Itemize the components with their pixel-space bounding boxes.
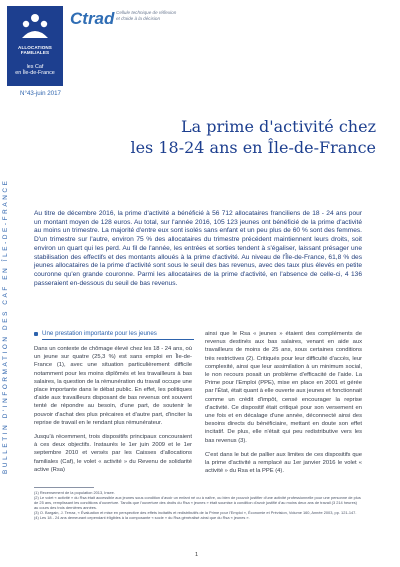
issue-number: N°43-juin 2017 [20, 90, 62, 97]
page-number: 1 [195, 552, 199, 558]
body-paragraph: C'est dans le but de pallier aux limites de ces dispositifs que la prime d'activité a remplacé au 1er janvier 2016 le volet « activité » du Rsa et la PPE (4). [205, 451, 362, 475]
body-column-left [34, 345, 192, 480]
footnote: (4) Les 18 - 24 ans demeurant cependant éligibles à la composante « socle » du Rsa généralisé ainsi que du Rsa « jeunes ». [34, 515, 250, 520]
section-rule [42, 339, 194, 340]
footnote: (1) Recensement de la population 2013, Insee. [34, 490, 115, 495]
ctrad-title: Ctrad [70, 9, 115, 28]
footnote: (2) Le volet « activité » du Rsa était accessible aux jeunes sous condition d'avoir un enfant né ou à naître, ou bien de pouvoir justifier d'une activité professionnelle pour une personne de plus de 25 ans, remplissant les conditions d'ouverture. Tandis que l'ouverture des droits du Rsa « jeunes » était soumise à condition d'avoir justifié d'au moins deux ans de travail (3 214 heures) au cours des trois dernières années. [34, 495, 361, 510]
section-heading [34, 330, 194, 342]
section-bullet-icon [34, 332, 38, 336]
article-title: La prime d'activité chez les 18-24 ans en Île-de-France [130, 117, 376, 157]
footnote: (3) O. Bargain, J. Terraz, « Évaluation et mise en perspective des effets incitatifs et redistributifs de la Prime pour l'Emploi », Économie et Prévision, Volume 160, Année 2003, pp. 121-147. [34, 510, 357, 515]
footnote-divider [34, 487, 94, 488]
ctrad-description: Cellule technique de réflexion et d'aide à la décision [116, 10, 177, 21]
body-paragraph: Dans un contexte de chômage élevé chez les 18 - 24 ans, où un jeune sur quatre (25,3 %) est sans emploi en Île-de-France (1), avec une situation particulièrement difficile notamment pour les moins diplômés et les travailleurs à bas salaires, la question de la rémunération du travail occupe une place importante dans le débat public. En effet, les politiques d'aide aux travailleurs disposant de bas revenus ont souvent tenté de répondre au besoin, d'une part, de soutenir le pouvoir d'achat des plus précaires et d'autre part, d'inciter la reprise de travail en le rendant plus rémunérateur. [34, 346, 192, 426]
logo-caf-region: les Caf en Île-de-France [15, 64, 55, 76]
caf-family-logo-icon [18, 12, 52, 40]
body-column-right [205, 330, 362, 480]
body-paragraph: Jusqu'à récemment, trois dispositifs principaux concouraient à ces deux objectifs. Instaurés le 1er juin 2009 et le 1er septembre 2010 et versés par les Caisses d'allocations familiales (Caf), le volet « activité » du Revenu de solidarité active (Rsa) [34, 434, 192, 473]
lead-paragraph: Au titre de décembre 2016, la prime d'activité a bénéficié à 56 712 allocataires franciliens de 18 - 24 ans pour un montant moyen de 128 euros. Au total, sur l'année 2016, 105 123 jeunes ont bénéficié de la prime d'activité au moins un trimestre. La majorité d'entre eux sont isolés sans enfant et un peu plus de 60 % sont des femmes. D'un trimestre sur l'autre, environ 75 % des allocataires du trimestre précédent maintiennent leurs droits, soit environ un quart qui les perd. Au fil de l'année, les entrées et sorties tendent à s'égaliser, laissant présager une stabilisation des effectifs et des montants alloués à la prime d'activité. Au niveau de l'Île-de-France, 61,8 % des jeunes allocataires de la prime d'activité sont sous le seuil des bas revenus, avec des taux plus élevés en petite couronne qu'en grande couronne. Parmi les allocataires de la prime d'activité, en l'absence de celle-ci, 4 136 passeraient en-dessous du seuil de bas revenus. [34, 210, 362, 287]
logo-org-name: ALLOCATIONS FAMILIALES [18, 45, 52, 56]
section-title: Une prestation importante pour les jeunes [42, 330, 157, 337]
vertical-bulletin-label: BULLETIN D'INFORMATION DES CAF EN ÎLE-DE-FRANCE [2, 178, 9, 474]
footnotes [34, 490, 362, 520]
body-paragraph: ainsi que le Rsa « jeunes » étaient des compléments de revenus destinés aux bas salaires, venant en aide aux travailleurs de moins de 25 ans, sous certaines conditions très restrictives (2). Critiqués pour leur difficulté d'accès, leur complexité, ainsi que leur assimilation à un minimum social, le non recours posait un problème d'efficacité de l'aide. La Prime pour l'Emploi (PPE), mise en place en 2001 et gérée par l'État, était quant à elle ouverte aux jeunes et fonctionnait comme un crédit d'impôt, censé encourager la reprise d'activité. Ce dispositif était critiqué pour son versement en une fois et en décalage d'une année, déconnecté ainsi des besoins directs du bénéficiaire, mettant en doute son effet incitatif. De plus, elle n'était qui peu redistributive vers les bas revenus (3). [205, 331, 362, 444]
caf-logo [7, 6, 63, 86]
